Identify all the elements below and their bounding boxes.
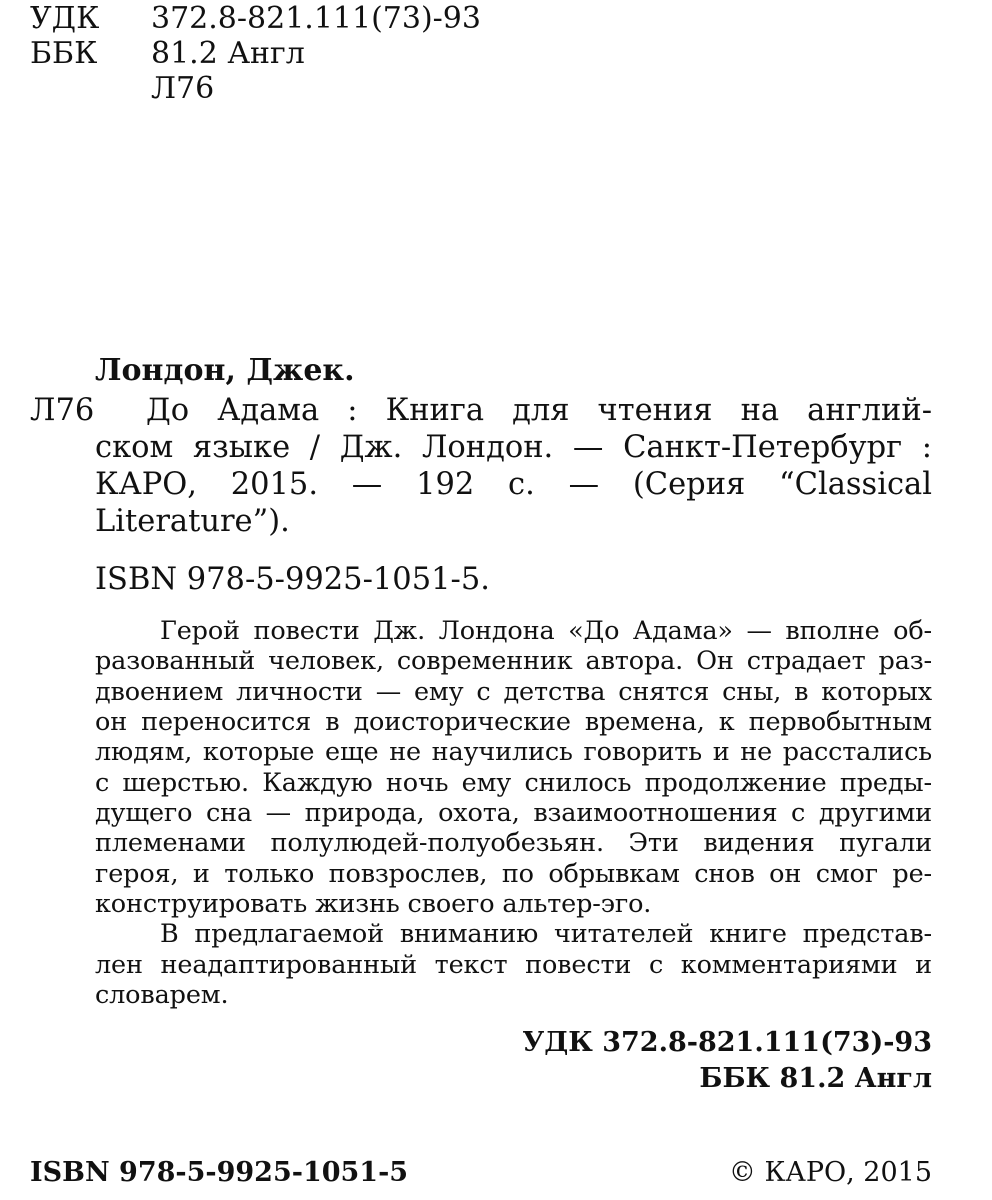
annotation-line: разованный человек, современник автора. Он страдает раз- [95,646,932,676]
annotation-line: конструировать жизнь своего альтер-эго. [95,889,652,919]
annotation-line: Герой повести Дж. Лондона «До Адама» — вполне об- [160,616,932,646]
author-heading: Лондон, Джек. [95,353,355,388]
annotation-line: людям, которые еще не научились говорить и не расстались [95,737,932,767]
bbk-value: 81.2 Англ [151,36,305,71]
annotation-line: дущего сна — природа, охота, взаимоотношения с другими [95,798,932,828]
annotation-line: двоением личности — ему с детства снятся сны, в которых [95,677,932,707]
bbk-label: ББК [30,36,98,71]
author-mark: Л76 [151,71,215,106]
annotation-line: лен неадаптированный текст повести с комментариями и [95,950,932,980]
udk-value: 372.8-821.111(73)-93 [151,1,481,36]
annotation-line: словарем. [95,980,229,1010]
annotation-line: героя, и только повзрослев, по обрывкам снов он смог ре- [95,859,932,889]
footer-isbn: ISBN 978-5-9925-1051-5 [30,1157,409,1188]
annotation-line: он переносится в доисторические времена, к первобытным [95,707,932,737]
bib-mark: Л76 [30,393,95,428]
bib-line-2: ском языке / Дж. Лондон. — Санкт-Петербург : [95,430,932,465]
bib-line-1: До Адама : Книга для чтения на англий- [146,393,932,428]
bib-line-3: КАРО, 2015. — 192 с. — (Серия “Classical [95,467,932,502]
annotation-line: В предлагаемой вниманию читателей книге представ- [160,919,932,949]
bib-line-4: Literature”). [95,504,290,539]
annotation-line: с шерстью. Каждую ночь ему снилось продолжение преды- [95,768,932,798]
annotation-line: племенами полулюдей-полуобезьян. Эти видения пугали [95,828,932,858]
copyright: © КАРО, 2015 [728,1157,932,1188]
udk-code: УДК 372.8-821.111(73)-93 [522,1027,932,1058]
bib-isbn: ISBN 978-5-9925-1051-5. [95,562,490,597]
udk-label: УДК [30,1,100,36]
bbk-code: ББК 81.2 Англ [699,1063,932,1094]
